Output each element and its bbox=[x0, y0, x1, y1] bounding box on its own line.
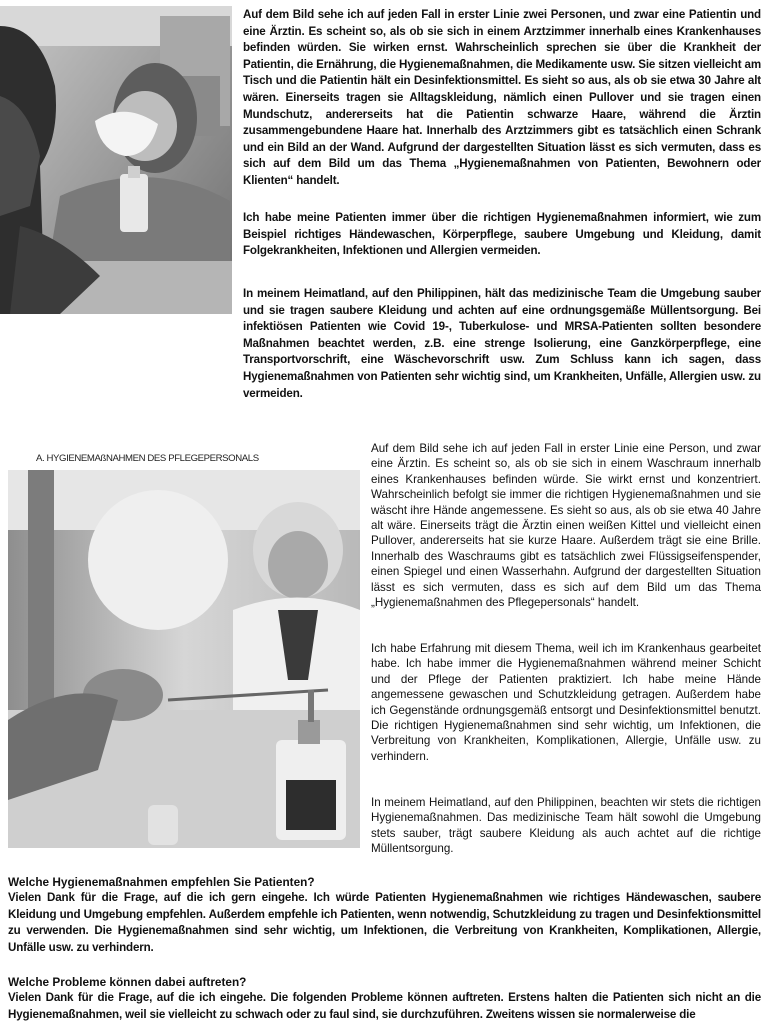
photo-patient-and-doctor bbox=[0, 6, 232, 314]
photo-doctor-washing-hands bbox=[8, 470, 360, 848]
paragraph-experience-staff-hygiene: Ich habe Erfahrung mit diesem Thema, weil ich im Krankenhaus gearbeitet habe. Ich habe immer die Hygienemaßnahmen während meiner Schicht und der Pflege der Patienten praktiziert. Ich habe meine Hände angemessene gewaschen und Schutzkleidung getragen. Außerdem habe ich Gegenstände ordnungsgemäß entsorgt und Desinfektionsmittel benutzt. Die richtigen Hygienemaßnahmen sind sehr wichtig, um Infektionen, die Verbreitung von Krankheiten, Komplikationen, Allergie, Unfälle usw. zu verhindern. bbox=[371, 642, 761, 763]
photo-patient-and-doctor-icon bbox=[0, 6, 232, 314]
question-recommend-measures: Welche Hygienemaßnahmen empfehlen Sie Patienten? bbox=[8, 875, 315, 889]
answer-recommend-measures: Vielen Dank für die Frage, auf die ich gern eingehe. Ich würde Patienten Hygienemaßnahmen wie richtiges Händewaschen, saubere Kleidung und Umgebung empfehlen. Außerdem empfehle ich Patienten, wenn notwendig, Schutzkleidung zu tragen und Desinfektionsmittel zu verwenden. Die Hygienemaßnahmen sind sehr wichtig, um Infektionen, die Verbreitung von Krankheiten, Komplikationen, Allergie, Unfälle usw. zu verhindern. bbox=[8, 891, 761, 954]
paragraph-experience-patient-hygiene: Ich habe meine Patienten immer über die richtigen Hygienemaßnahmen informiert, wie zum Beispiel richtiges Händewaschen, Körperpflege, saubere Umgebung und Kleidung, damit Folgekrankheiten, Infektionen und Allergien vermeiden. bbox=[243, 211, 761, 258]
section-heading-staff-hygiene: A. HYGIENEMAßNAHMEN DES PFLEGEPERSONALS bbox=[36, 453, 259, 464]
answer-problems: Vielen Dank für die Frage, auf die ich eingehe. Die folgenden Probleme können auftreten. Erstens halten die Patienten sich nicht an die Hygienemaßnahmen, weil sie vielleicht zu schwach oder zu faul sind, sie durchzuführen. Zweitens wissen sie normalerweise die bbox=[8, 991, 761, 1021]
paragraph-homeland-patient-hygiene: In meinem Heimatland, auf den Philippinen, hält das medizinische Team die Umgebung sauber und sie tragen saubere Kleidung und achten auf eine ordnungsgemäße Müllentsorgung. Bei infektiösen Patienten wie Covid 19-, Tuberkulose- und MRSA-Patienten sollten besondere Maßnahmen beachtet werden, z.B. eine strenge Isolierung, eine Ganzkörperpflege, eine Transportvorschrift, eine Wäschevorschrift usw. Zum Schluss kann ich sagen, dass Hygienemaßnahmen von Patienten sehr wichtig sind, um Krankheiten, Unfälle, Allergien usw. zu vermeiden. bbox=[243, 287, 761, 400]
question-problems: Welche Probleme können dabei auftreten? bbox=[8, 975, 247, 989]
photo-doctor-washing-hands-icon bbox=[8, 470, 360, 848]
paragraph-description-staff-hygiene: Auf dem Bild sehe ich auf jeden Fall in erster Linie eine Person, und zwar eine Ärztin. Es scheint so, als ob sie sich in einem Waschraum innerhalb eines Krankenhauses befinden würde. Sie wirkt ernst und konzentriert. Wahrscheinlich befolgt sie immer die richtigen Hygienemaßnahmen und sie wäscht ihre Hände angemessene. Es sieht so aus, als ob sie etwa 40 Jahre alt wäre. Einerseits trägt die Ärztin einen weißen Kittel und vielleicht einen Pullover, andererseits hat sie kurze Haare. Außerdem trägt sie eine Brille. Innerhalb des Waschraums gibt es tatsächlich zwei Flüssigseifenspender, einen Spiegel und einen Wasserhahn. Aufgrund der dargestellten Situation lässt es sich vermuten, dass es sich auf dem Bild um das Thema „Hygienemaßnahmen des Pflegepersonals“ handelt. bbox=[371, 442, 761, 610]
paragraph-homeland-staff-hygiene: In meinem Heimatland, auf den Philippinen, beachten wir stets die richtigen Hygienemaßnahmen. Das medizinische Team hält sowohl die Umgebung stets sauber, trägt saubere Kleidung als auch achtet auf die richtige Müllentsorgung. bbox=[371, 796, 761, 856]
paragraph-description-patient-hygiene: Auf dem Bild sehe ich auf jeden Fall in erster Linie zwei Personen, und zwar eine Patientin und eine Ärztin. Es scheint so, als ob sie sich in einem Arztzimmer innerhalb eines Krankenhauses befinden würden. Sie wirken ernst. Wahrscheinlich sprechen sie über die Krankheit der Patientin, die Ernährung, die Hygienemaßnahmen, die Medikamente usw. Sie sitzen vielleicht am Tisch und die Patientin hält ein Desinfektionsmittel. Es sieht so aus, als ob sie etwa 30 Jahre alt wären. Einerseits tragen sie Alltagskleidung, nämlich einen Pullover und sie tragen einen Mundschutz, andererseits hat die Patientin schwarze Haare, während die Ärztin zusammengebundene Haare hat. Innerhalb des Arztzimmers gibt es tatsächlich einen Schrank und ein Bild an der Wand. Aufgrund der dargestellten Situation lässt es sich vermuten, dass es sich auf dem Bild um das Thema „Hygienemaßnahmen von Patienten, Bewohnern oder Klienten“ handelt. bbox=[243, 8, 761, 187]
